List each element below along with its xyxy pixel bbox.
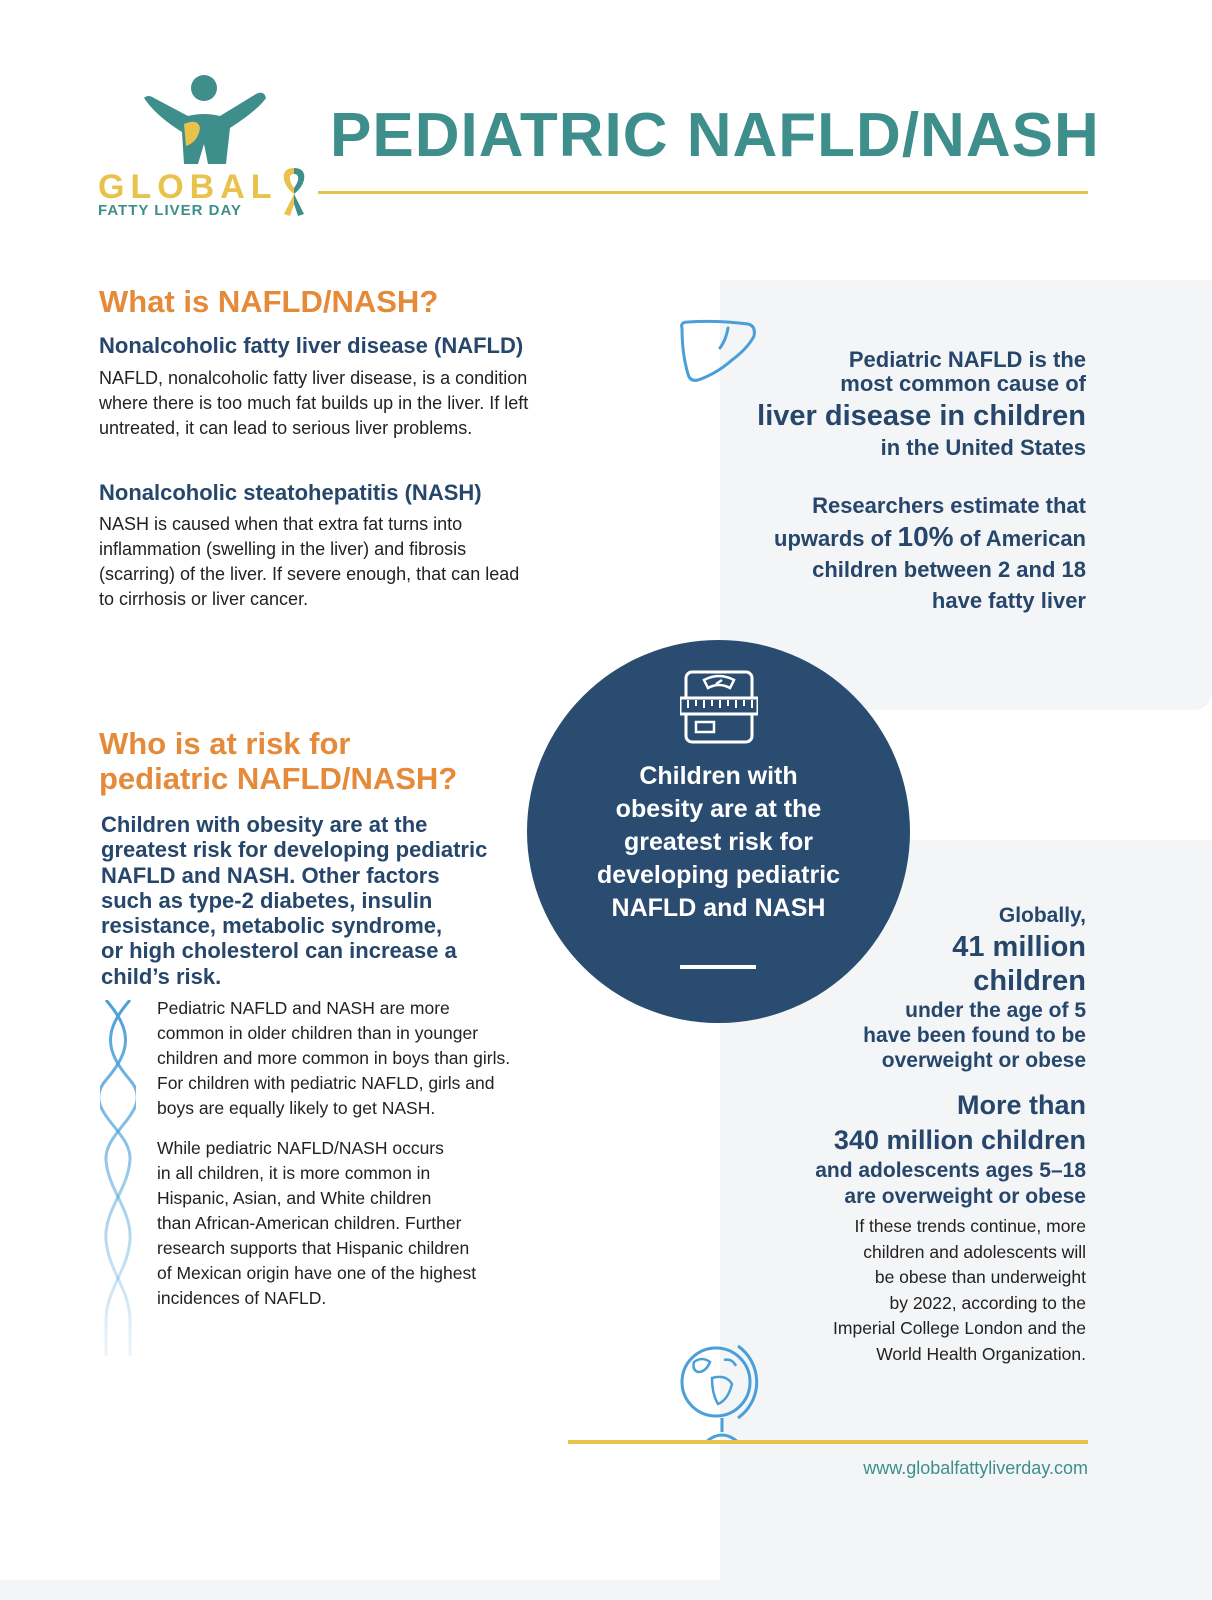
note-line: If these trends continue, more [854,1216,1086,1236]
risk-lead-line: such as type-2 diabetes, insulin [101,887,433,913]
risk-p2-line: Hispanic, Asian, and White children [157,1188,432,1208]
risk-lead-line: or high cholesterol can increase a [101,938,457,964]
person-liver-icon [138,72,278,168]
nafld-description [99,366,569,441]
stat-line-percent [666,521,1086,554]
nafld-line: untreated, it can lead to serious liver problems. [99,418,473,438]
risk-lead-line: NAFLD and NASH. Other factors [101,862,440,888]
what-heading: What is NAFLD/NASH? [99,284,439,319]
risk-heading-line: Who is at risk for [99,726,351,761]
stat-line: under the age of 5 [905,999,1086,1022]
nash-description [99,512,569,612]
risk-p1-line: For children with pediatric NAFLD, girls and [157,1073,495,1093]
website-link[interactable]: www.globalfattyliverday.com [863,1458,1088,1478]
stat-highlight: liver disease in children [757,400,1086,432]
risk-p1-line: children and more common in boys than girls. [157,1048,511,1068]
note-line: by 2022, according to the [889,1292,1086,1313]
risk-lead-line: child’s risk. [101,963,222,989]
circle-line: NAFLD and NASH [611,894,826,922]
risk-p1-line: boys are equally likely to get NASH. [157,1098,436,1118]
circle-text [560,760,877,925]
stat-line: in the United States [880,435,1086,460]
title-divider [318,191,1088,194]
dna-icon [100,1000,136,1356]
risk-paragraph-ethnicity [157,1136,547,1311]
nafld-line: where there is too much fat builds up in the liver. If left [99,393,529,413]
circle-line: greatest risk for [624,828,813,856]
nash-line: to cirrhosis or liver cancer. [99,589,309,609]
logo [98,72,318,222]
stat-line: have fatty liver [931,588,1086,613]
risk-p2-line: While pediatric NAFLD/NASH occurs [157,1138,444,1158]
nafld-subheading: Nonalcoholic fatty liver disease (NAFLD) [99,333,524,358]
risk-p1-line: Pediatric NAFLD and NASH are more [157,998,450,1018]
risk-lead-line: resistance, metabolic syndrome, [101,913,443,939]
stat-line: are overweight or obese [844,1185,1086,1208]
stat-percent: 10% [897,521,954,552]
stat-highlight: 340 million children [833,1125,1086,1155]
stat-line: Researchers estimate that [812,493,1086,518]
risk-p2-line: of Mexican origin have one of the highest [157,1263,477,1283]
risk-paragraph-age-sex [157,996,547,1121]
risk-p2-line: than African-American children. Further [157,1213,462,1233]
logo-fatty-liver-day-text: FATTY LIVER DAY [98,202,242,219]
footer-divider [568,1440,1088,1444]
ribbon-icon [278,164,310,218]
risk-heading-line: pediatric NAFLD/NASH? [99,761,458,796]
stat-340-million [686,1088,1086,1210]
risk-p2-line: research supports that Hispanic children [157,1238,470,1258]
note-line: children and adolescents will [863,1241,1086,1262]
nafld-line: NAFLD, nonalcoholic fatty liver disease, is a condition [99,368,528,388]
note-line: be obese than underweight [874,1267,1086,1288]
nash-subheading: Nonalcoholic steatohepatitis (NASH) [99,480,482,505]
circle-line: obesity are at the [615,795,822,823]
logo-global-text: GLOBAL [98,168,278,206]
stat-highlight: children [973,965,1086,997]
stat-line: children between 2 and 18 [812,557,1086,582]
risk-lead [101,812,521,989]
risk-p2-line: incidences of NAFLD. [157,1288,327,1308]
globe-icon [676,1338,762,1444]
circle-line: developing pediatric [596,861,841,889]
nash-line: inflammation (swelling in the liver) and fibrosis [99,539,467,559]
stat-common-cause [666,348,1086,460]
risk-lead-line: Children with obesity are at the [101,812,428,837]
stat-line: have been found to be [863,1024,1086,1047]
stat-text: upwards of [774,526,898,551]
risk-p2-line: in all children, it is more common in [157,1163,431,1183]
stat-researchers [666,490,1086,616]
stat-text: of American [953,526,1086,551]
risk-p1-line: common in older children than in younger [157,1023,479,1043]
nash-line: NASH is caused when that extra fat turns into [99,514,463,534]
stat-line: and adolescents ages 5–18 [815,1159,1086,1182]
nash-line: (scarring) of the liver. If severe enough, that can lead [99,564,520,584]
stat-line: Pediatric NAFLD is the [848,347,1086,372]
stat-line: overweight or obese [881,1049,1086,1072]
note-line: Imperial College London and the [833,1318,1086,1339]
stat-line: Globally, [998,904,1086,927]
page-title: PEDIATRIC NAFLD/NASH [330,101,1100,170]
bottom-strip [0,1580,1212,1600]
risk-lead-line: greatest risk for developing pediatric [101,837,488,863]
stat-highlight: 41 million [952,931,1086,963]
circle-line: Children with [639,762,798,790]
stat-line: most common cause of [840,371,1086,396]
stat-global-41-million [686,902,1086,1073]
note-line: World Health Organization. [876,1343,1086,1364]
risk-heading [99,726,457,796]
stat-highlight: More than [956,1090,1086,1120]
scale-measuring-tape-icon [680,668,758,746]
